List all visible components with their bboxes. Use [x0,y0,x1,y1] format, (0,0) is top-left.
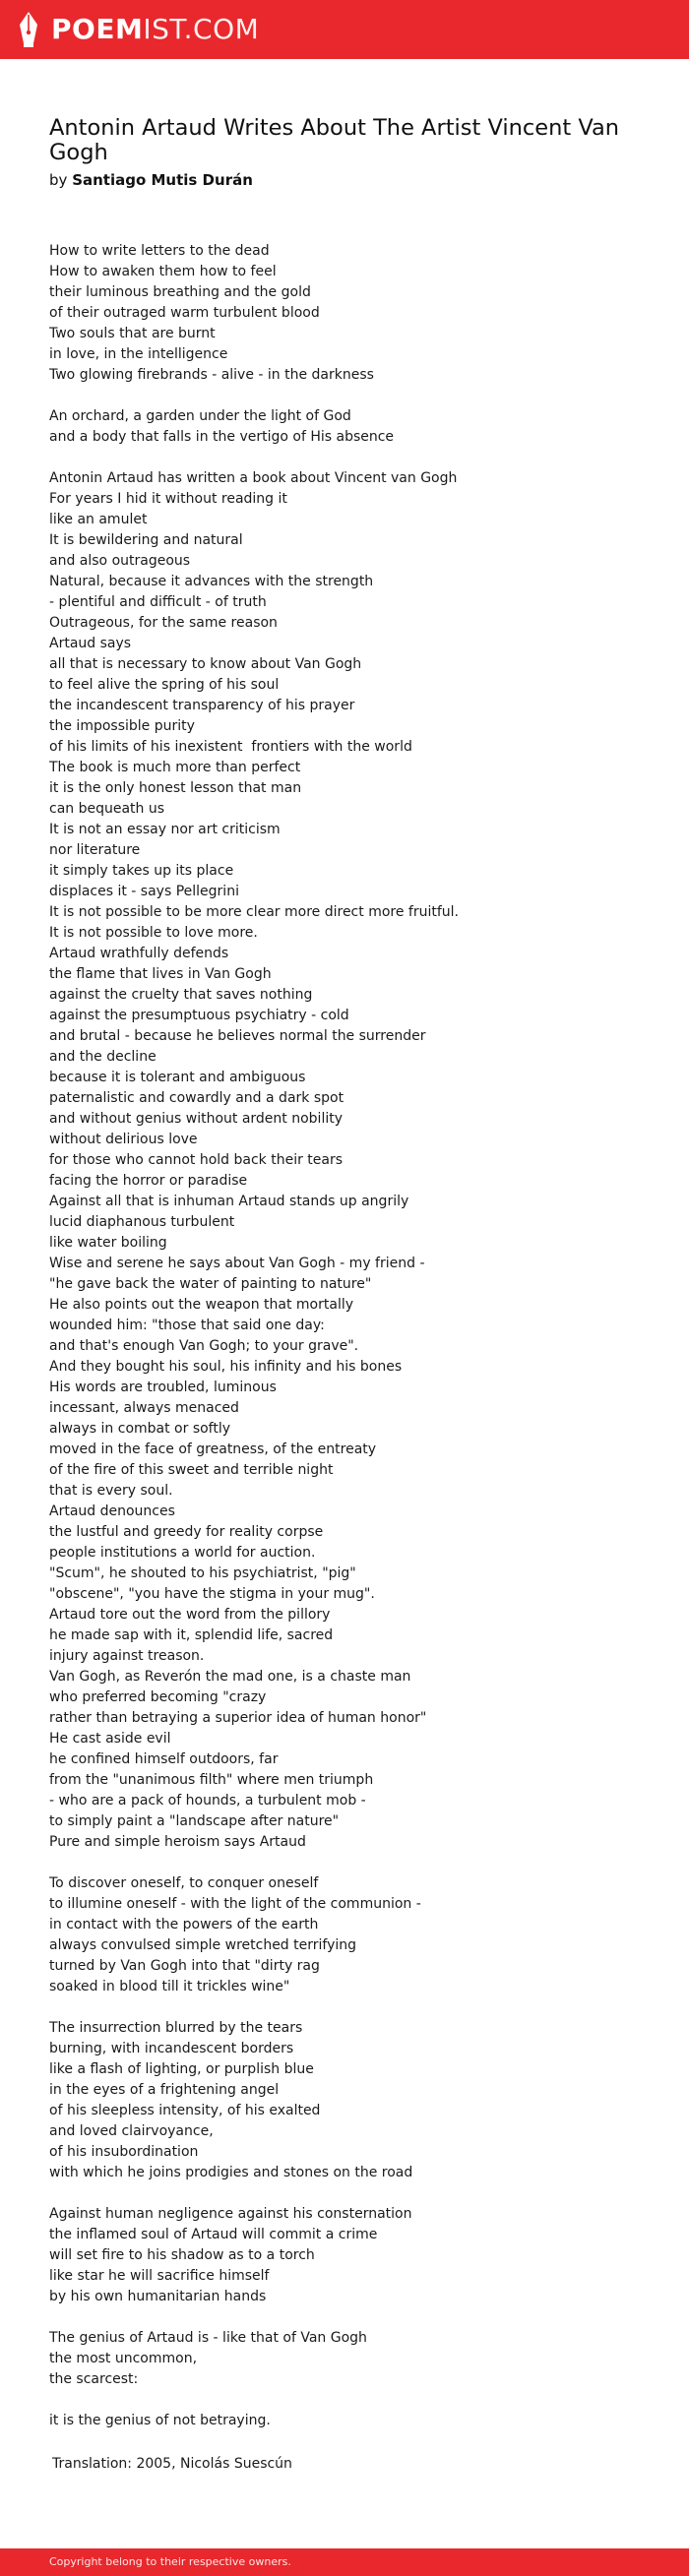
poem-line: will set fire to his shadow as to a torch [49,2247,315,2263]
poem-byline [49,170,253,190]
poem-line: wounded him: "those that said one day: [49,1318,325,1333]
poem-line: for those who cannot hold back their tears [49,1152,344,1168]
poem-line: to feel alive the spring of his soul [49,677,280,693]
site-header [0,0,689,59]
poem-line: Artaud tore out the word from the pillory [49,1607,331,1623]
poem-line: Artaud denounces [49,1503,175,1519]
poem-line: Antonin Artaud has written a book about Vincent van Gogh [49,470,458,486]
poem-line: "Scum", he shouted to his psychiatrist, "pig" [49,1565,356,1581]
poem-line: of their outraged warm turbulent blood [49,305,320,321]
poem-line: like star he will sacrifice himself [49,2268,270,2284]
stanza-break [49,1997,640,2018]
brand-bold: POEM [51,13,144,45]
poem-line: moved in the face of greatness, of the entreaty [49,1441,377,1457]
poem-line: and loved clairvoyance, [49,2123,214,2139]
poem-title: Antonin Artaud Writes About The Artist Vincent Van Gogh [49,115,620,165]
poem-line: always convulsed simple wretched terrifying [49,1937,357,1953]
poem-line: of the fire of this sweet and terrible night [49,1462,334,1478]
poem-line: always in combat or softly [49,1421,231,1437]
poem-line: Two glowing firebrands - alive - in the darkness [49,367,374,383]
poem-line: It is not an essay nor art criticism [49,822,281,837]
poem-line: The book is much more than perfect [49,760,301,775]
poem-line: to simply paint a "landscape after nature" [49,1813,340,1829]
poem-line: burning, with incandescent borders [49,2041,294,2056]
poem-line: without delirious love [49,1132,198,1147]
poem-line: For years I hid it without reading it [49,491,287,507]
poem-line: the most uncommon, [49,2351,198,2366]
poem-line: people institutions a world for auction. [49,1545,316,1561]
poem-line: it is the only honest lesson that man [49,780,302,796]
poem-line: It is not possible to be more clear more direct more fruitful. [49,904,459,920]
stanza-break [49,1853,640,1873]
poem-line: because it is tolerant and ambiguous [49,1070,306,1085]
translation-credit: Translation: 2005, Nicolás Suescún [52,2456,292,2472]
poem-line: Natural, because it advances with the strength [49,574,374,589]
poem-line: And they bought his soul, his infinity and his bones [49,1359,403,1375]
poem-line: turned by Van Gogh into that "dirty rag [49,1958,320,1974]
poem-line: the lustful and greedy for reality corpse [49,1524,324,1540]
poem-line: facing the horror or paradise [49,1173,248,1189]
poem-line: How to awaken them how to feel [49,264,277,279]
poem-line: - who are a pack of hounds, a turbulent mob - [49,1793,366,1809]
site-footer [0,2548,689,2576]
poem-line: It is bewildering and natural [49,532,243,548]
poem-line: paternalistic and cowardly and a dark spot [49,1090,344,1106]
poem-line: injury against treason. [49,1648,205,1664]
poem-line: Artaud wrathfully defends [49,946,229,961]
poem-line: Pure and simple heroism says Artaud [49,1834,306,1850]
poem-body [49,241,640,2431]
by-prefix: by [49,171,68,189]
poem-line: the flame that lives in Van Gogh [49,966,272,982]
poem-line: - plentiful and difficult - of truth [49,594,267,610]
poem-line: like a flash of lighting, or purplish blue [49,2061,314,2077]
poem-line: of his sleepless intensity, of his exalted [49,2103,321,2118]
poem-line: in love, in the intelligence [49,346,228,362]
poem-line: against the cruelty that saves nothing [49,987,313,1003]
poem-line: he made sap with it, splendid life, sacred [49,1627,334,1643]
poem-line: and the decline [49,1049,157,1065]
poem-line: and that's enough Van Gogh; to your grave". [49,1338,359,1354]
poem-line: How to write letters to the dead [49,243,270,259]
poem-line: of his insubordination [49,2144,199,2160]
poem-line: He also points out the weapon that mortally [49,1297,354,1313]
poem-line: all that is necessary to know about Van Gogh [49,656,362,672]
poem-line: rather than betraying a superior idea of human honor" [49,1710,427,1726]
poem-line: like water boiling [49,1235,167,1251]
poem-line: from the "unanimous filth" where men triumph [49,1772,374,1788]
poem-line: displaces it - says Pellegrini [49,884,239,899]
poem-line: that is every soul. [49,1483,173,1499]
poem-line: incessant, always menaced [49,1400,239,1416]
copyright-notice: Copyright belong to their respective owners. [49,2555,291,2568]
poem-line: To discover oneself, to conquer oneself [49,1875,319,1891]
poem-line: The insurrection blurred by the tears [49,2020,303,2036]
poem-line: An orchard, a garden under the light of God [49,408,351,424]
poem-line: and a body that falls in the vertigo of His absence [49,429,395,445]
stanza-break [49,448,640,468]
poem-line: He cast aside evil [49,1731,171,1747]
poem-line: against the presumptuous psychiatry - cold [49,1008,349,1023]
poem-line: Two souls that are burnt [49,326,216,341]
poem-line: lucid diaphanous turbulent [49,1214,235,1230]
poem-line: in contact with the powers of the earth [49,1917,319,1932]
poem-line: can bequeath us [49,801,165,817]
stanza-break [49,2307,640,2328]
poem-line: nor literature [49,842,141,858]
poem-line: and without genius without ardent nobility [49,1111,343,1127]
stanza-break [49,386,640,406]
poem-line: the incandescent transparency of his prayer [49,698,355,713]
poem-line: and also outrageous [49,553,191,569]
poem-line: Wise and serene he says about Van Gogh - my friend - [49,1256,425,1271]
poem-line: Against all that is inhuman Artaud stands up angrily [49,1194,409,1209]
poem-line: he confined himself outdoors, far [49,1751,279,1767]
poem-line: the scarcest: [49,2371,139,2387]
poem-line: Van Gogh, as Reverón the mad one, is a chaste man [49,1669,411,1685]
poem-line: with which he joins prodigies and stones on the road [49,2165,413,2180]
poem-line: in the eyes of a frightening angel [49,2082,280,2098]
brand-light: IST.COM [143,13,260,45]
poem-line: Against human negligence against his consternation [49,2206,412,2222]
poem-line: soaked in blood till it trickles wine" [49,1979,290,1994]
poem-line: Artaud says [49,636,132,651]
poem-line: it simply takes up its place [49,863,234,879]
poem-line: like an amulet [49,512,148,527]
poem-line: it is the genius of not betraying. [49,2413,271,2428]
poem-line: and brutal - because he believes normal the surrender [49,1028,426,1044]
poem-line: It is not possible to love more. [49,925,258,941]
poem-line: Outrageous, for the same reason [49,615,278,631]
poem-line: the inflamed soul of Artaud will commit a crime [49,2227,378,2242]
poem-line: His words are troubled, luminous [49,1380,277,1395]
poem-line: The genius of Artaud is - like that of Van Gogh [49,2330,367,2346]
author-link[interactable]: Santiago Mutis Durán [72,171,253,189]
poem-line: "obscene", "you have the stigma in your mug". [49,1586,375,1602]
poem-line: by his own humanitarian hands [49,2289,267,2304]
stanza-break [49,2183,640,2204]
poem-line: the impossible purity [49,718,195,734]
pen-nib-icon[interactable] [18,11,39,48]
poem-line: their luminous breathing and the gold [49,284,311,300]
site-logo[interactable] [51,0,259,59]
poem-line: of his limits of his inexistent frontiers with the world [49,739,412,755]
poem-line: "he gave back the water of painting to nature" [49,1276,372,1292]
stanza-break [49,2390,640,2411]
poem-line: to illumine oneself - with the light of the communion - [49,1896,421,1912]
poem-line: who preferred becoming "crazy [49,1689,267,1705]
